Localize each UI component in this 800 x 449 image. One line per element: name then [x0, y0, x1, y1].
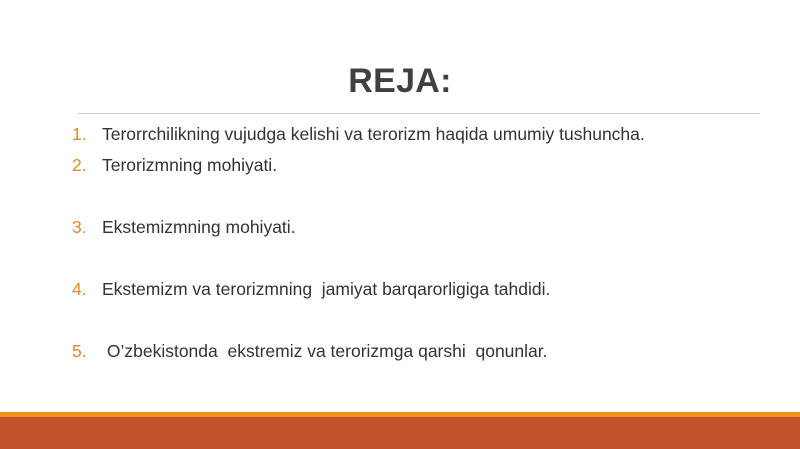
list-item [72, 215, 296, 239]
list-item-number: 5. [72, 341, 87, 361]
list-item [72, 339, 547, 363]
list-item-text: Terorrchilikning vujudga kelishi va terorizm haqida umumiy tushuncha. [102, 124, 645, 144]
list-item-text: Terorizmning mohiyati. [102, 155, 278, 175]
list-item [72, 122, 645, 146]
list-item [72, 277, 550, 301]
list-item-number: 2. [72, 155, 87, 175]
list-item-text: O’zbekistonda ekstremiz va terorizmga qarshi qonunlar. [102, 341, 548, 361]
footer-accent-stripe [0, 412, 800, 417]
list-item-number: 3. [72, 217, 87, 237]
footer-bar [0, 412, 800, 449]
list-item-number: 1. [72, 124, 87, 144]
list-item-number: 4. [72, 279, 87, 299]
list-item-text: Ekstemizm va terorizmning jamiyat barqarorligiga tahdidi. [102, 279, 551, 299]
list-item-text: Ekstemizmning mohiyati. [102, 217, 296, 237]
slide-title: REJA: [348, 62, 452, 100]
list-item [72, 153, 277, 177]
